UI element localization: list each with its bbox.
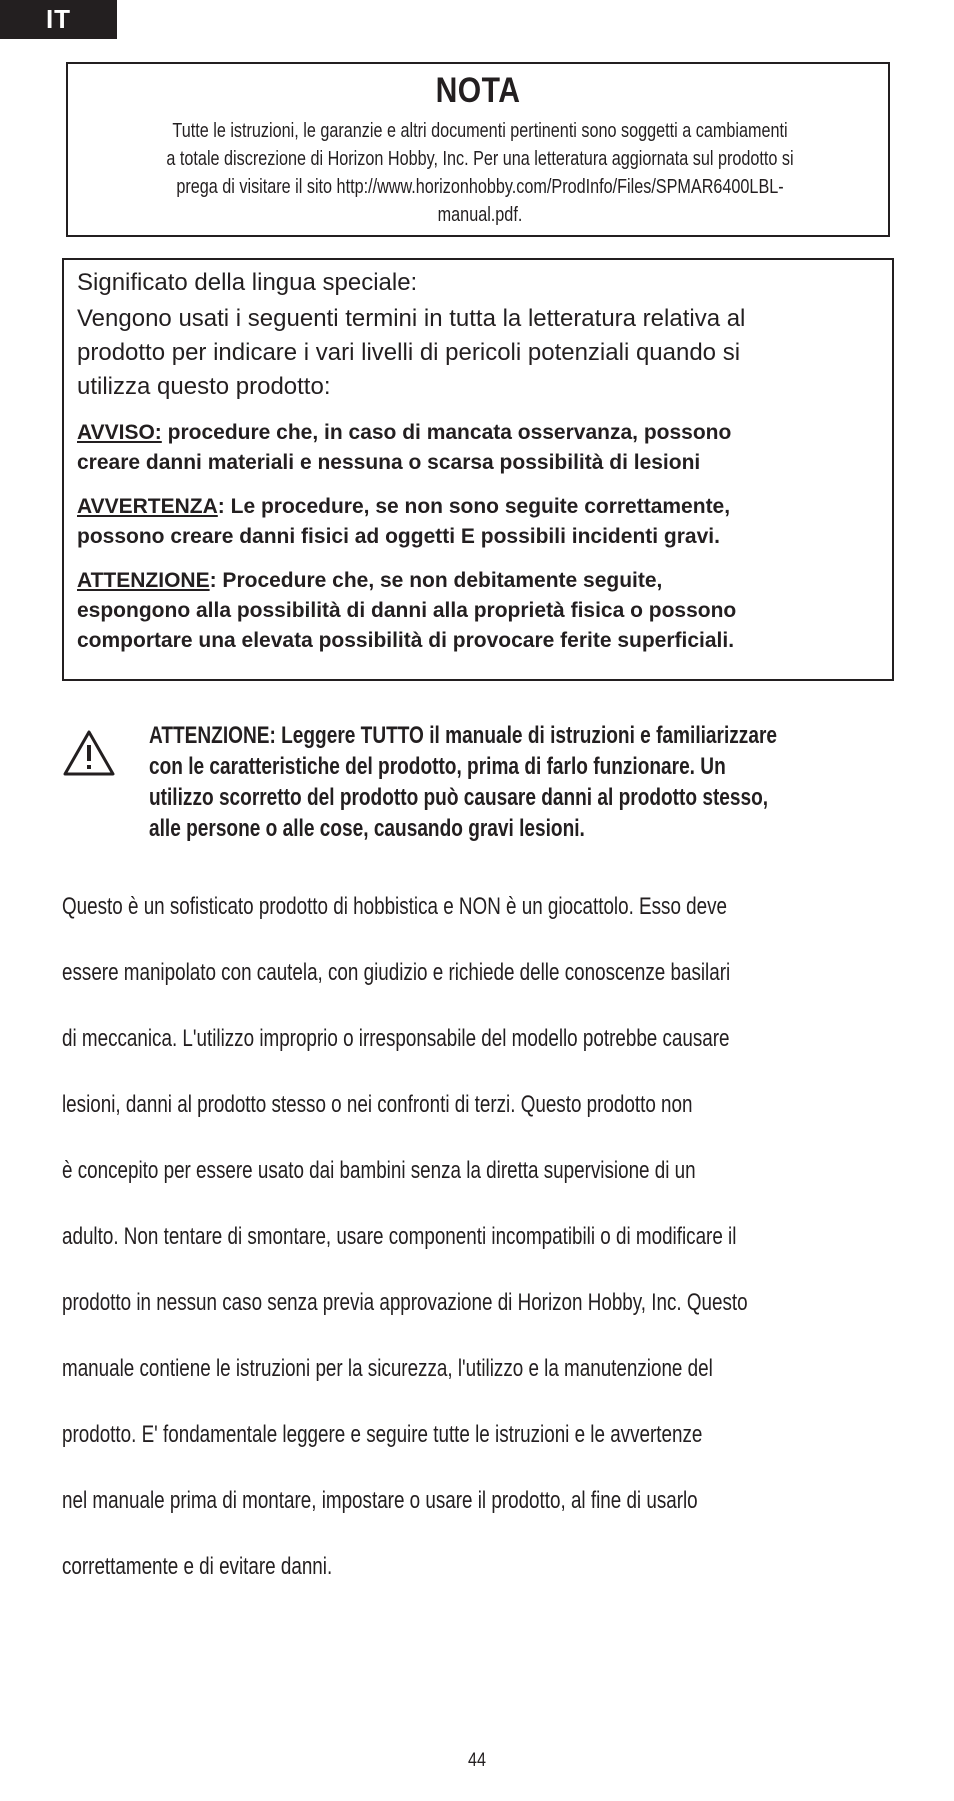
warning-line: utilizzo scorretto del prodotto può causare danni al prodotto stesso, xyxy=(149,784,769,811)
intro-line: prodotto per indicare i vari livelli di pericoli potenziali quando si xyxy=(77,339,741,366)
page-number: 44 xyxy=(468,1750,486,1771)
nota-box xyxy=(66,62,890,237)
warning-triangle-icon xyxy=(62,728,116,778)
body-line: nel manuale prima di montare, impostare o usare il prodotto, al fine di usarlo xyxy=(62,1487,698,1514)
body-line: di meccanica. L'utilizzo improprio o irresponsabile del modello potrebbe causare xyxy=(62,1025,730,1052)
intro-line: Vengono usati i seguenti termini in tutta la letteratura relativa al xyxy=(77,305,746,332)
language-tab: IT xyxy=(0,0,117,39)
term-definition-line: creare danni materiali e nessuna o scarsa possibilità di lesioni xyxy=(77,451,701,474)
intro-line: utilizza questo prodotto: xyxy=(77,373,331,400)
warning-block xyxy=(62,720,894,845)
nota-line: Tutte le istruzioni, le garanzie e altri documenti pertinenti sono soggetti a cambiamenti xyxy=(172,119,788,142)
nota-text xyxy=(109,117,852,229)
body-line: prodotto. E' fondamentale leggere e seguire tutte le istruzioni e le avvertenze xyxy=(62,1421,703,1448)
nota-line: a totale discrezione di Horizon Hobby, Inc. Per una letteratura aggiornata sul prodotto si xyxy=(166,147,794,170)
term-definition-line: espongono alla possibilità di danni alla proprietà fisica o possono xyxy=(77,599,737,622)
warning-line: alle persone o alle cose, causando gravi lesioni. xyxy=(149,815,585,842)
body-line: è concepito per essere usato dai bambini senza la diretta supervisione di un xyxy=(62,1157,696,1184)
nota-title: NOTA xyxy=(435,71,521,110)
body-line: prodotto in nessun caso senza previa approvazione di Horizon Hobby, Inc. Questo xyxy=(62,1289,748,1316)
body-line: essere manipolato con cautela, con giudizio e richiede delle conoscenze basilari xyxy=(62,959,731,986)
body-paragraph xyxy=(62,857,894,1616)
term-avvertenza xyxy=(77,492,880,552)
special-language-intro xyxy=(77,302,880,404)
body-line: adulto. Non tentare di smontare, usare componenti incompatibili o di modificare il xyxy=(62,1223,737,1250)
term-definition-line: possono creare danni fisici ad oggetti E possibili incidenti gravi. xyxy=(77,525,720,548)
nota-line: prega di visitare il sito http://www.horizonhobby.com/ProdInfo/Files/SPMAR6400LBL- xyxy=(176,175,784,198)
warning-line: ATTENZIONE: Leggere TUTTO il manuale di istruzioni e familiarizzare xyxy=(149,722,777,749)
body-line: lesioni, danni al prodotto stesso o nei confronti di terzi. Questo prodotto non xyxy=(62,1091,693,1118)
term-keyword: AVVERTENZA xyxy=(77,495,218,518)
body-line: manuale contiene le istruzioni per la sicurezza, l'utilizzo e la manutenzione del xyxy=(62,1355,713,1382)
special-language-heading: Significato della lingua speciale: xyxy=(77,269,418,296)
body-line: Questo è un sofisticato prodotto di hobbistica e NON è un giocattolo. Esso deve xyxy=(62,893,728,920)
term-definition-line: comportare una elevata possibilità di provocare ferite superficiali. xyxy=(77,629,735,652)
term-definition: procedure che, in caso di mancata osservanza, possono xyxy=(161,421,732,444)
term-definition: : Le procedure, se non sono seguite correttamente, xyxy=(217,495,731,518)
body-line: correttamente e di evitare danni. xyxy=(62,1553,333,1580)
warning-text xyxy=(149,720,896,844)
term-keyword: ATTENZIONE xyxy=(77,569,210,592)
nota-line: manual.pdf. xyxy=(437,203,523,226)
term-definition: : Procedure che, se non debitamente seguite, xyxy=(209,569,663,592)
term-attenzione xyxy=(77,566,880,656)
term-avviso xyxy=(77,418,880,478)
special-language-box xyxy=(62,258,894,681)
term-keyword: AVVISO: xyxy=(77,421,162,444)
warning-line: con le caratteristiche del prodotto, prima di farlo funzionare. Un xyxy=(149,753,726,780)
